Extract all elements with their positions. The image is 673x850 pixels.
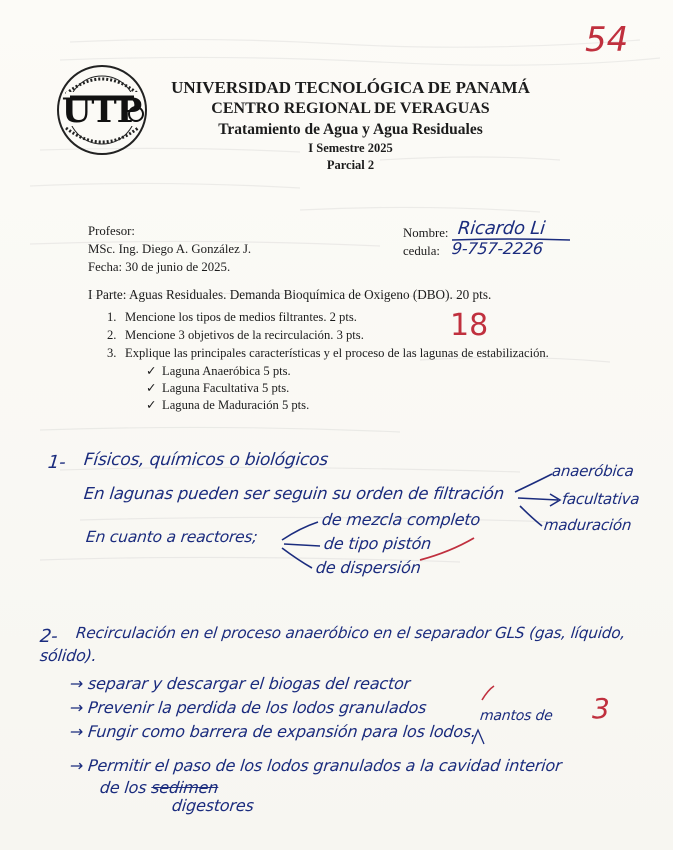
answer2-line1: Recirculación en el proceso anaeróbico en el separador GLS (gas, líquido, (75, 624, 627, 642)
subitem-text: Laguna Anaeróbica 5 pts. (162, 364, 291, 378)
total-grade: 54 (585, 20, 629, 60)
objective-4 (69, 756, 563, 775)
question-text: Mencione los tipos de medios filtrantes. 2 pts. (125, 310, 357, 324)
subitem-text: Laguna Facultativa 5 pts. (162, 381, 290, 395)
objective-1 (69, 674, 411, 693)
arrow-mezcla (282, 522, 318, 540)
svg-text:UTP: UTP (61, 91, 143, 131)
cedula-label: cedula: (403, 244, 440, 258)
arrow-right-icon: → (69, 756, 85, 775)
objective-cont-text: de los (99, 778, 148, 797)
answer1-line1: Físicos, químicos o biológicos (82, 450, 330, 470)
semester-label: I Semestre 2025 (308, 141, 393, 155)
checkmark-icon: ✓ (146, 381, 157, 395)
question-text: Mencione 3 objetivos de la recirculación. 3 pts. (125, 328, 364, 342)
nombre-value: Ricardo Li (456, 218, 547, 239)
arrow-maduracion (520, 506, 542, 526)
checkmark-icon: ✓ (146, 364, 157, 378)
subitem-2 (146, 380, 289, 396)
reactor-mezcla: de mezcla completo (321, 510, 482, 529)
question-1 (107, 310, 357, 325)
answer2-line1b: sólido). (39, 646, 98, 665)
struck-word: sedimen (150, 778, 220, 797)
center-title: CENTRO REGIONAL DE VERAGUAS (211, 100, 490, 117)
answer1-line2: En lagunas pueden ser seguin su orden de filtración (83, 484, 506, 503)
part1-grade: 18 (450, 308, 489, 343)
arrow-right-icon: → (69, 674, 85, 693)
laguna-maduracion: maduración (543, 516, 633, 534)
laguna-anaerobica: anaeróbica (551, 462, 635, 480)
checkmark-icon: ✓ (146, 398, 157, 412)
arrow-anaerobica (515, 474, 552, 492)
arrow-piston (284, 544, 320, 546)
question-2 (107, 328, 364, 343)
arrow-dispersion (282, 548, 312, 568)
subitem-text: Laguna de Maduración 5 pts. (162, 398, 310, 412)
arrow-facultativa (518, 498, 558, 500)
red-check-answer2 (482, 686, 494, 700)
objective-text: Prevenir la perdida de los lodos granulados (87, 698, 428, 717)
subitem-1 (146, 363, 291, 379)
arrow-right-icon: → (69, 698, 85, 717)
arrow-right-icon: → (69, 722, 85, 741)
laguna-facultativa: facultativa (561, 490, 641, 508)
subitem-3 (146, 397, 309, 413)
objective-4-last: digestores (171, 796, 255, 815)
answer1-line3: En cuanto a reactores; (85, 528, 259, 546)
answer2-number: 2- (38, 626, 59, 647)
question-number: 1. (107, 310, 117, 324)
question-number: 3. (107, 346, 117, 360)
objective-2 (69, 698, 427, 717)
nombre-label: Nombre: (403, 226, 449, 240)
course-title: Tratamiento de Agua y Agua Residuales (218, 121, 483, 138)
objective-text: separar y descargar el biogas del reactor (87, 674, 412, 693)
inserted-text: mantos de (479, 708, 554, 724)
profesor-label: Profesor: (88, 224, 135, 238)
answer1-number: 1- (46, 452, 67, 473)
question-text: Explique las principales características y el proceso de las lagunas de estabilización. (125, 346, 549, 360)
exam-date: Fecha: 30 de junio de 2025. (88, 260, 231, 274)
q2-grade: 3 (592, 692, 610, 725)
objective-3 (69, 722, 477, 741)
cedula-value: 9-757-2226 (451, 239, 544, 258)
profesor-name: MSc. Ing. Diego A. González J. (88, 242, 252, 256)
reactor-piston: de tipo pistón (323, 534, 433, 553)
reactor-dispersion: de dispersión (315, 558, 422, 577)
objective-text: Fungir como barrera de expansión para los lodos. (87, 722, 478, 741)
part-title: I Parte: Aguas Residuales. Demanda Bioquímica de Oxigeno (DBO). 20 pts. (88, 287, 492, 302)
objective-text: Permitir el paso de los lodos granulados a la cavidad interior (87, 756, 563, 775)
question-3 (107, 346, 549, 361)
university-title: UNIVERSIDAD TECNOLÓGICA DE PANAMÁ (171, 78, 530, 97)
exam-label: Parcial 2 (326, 158, 375, 172)
question-number: 2. (107, 328, 117, 342)
objective-4-cont (99, 778, 219, 797)
arrow-facultativa-head (550, 494, 560, 506)
